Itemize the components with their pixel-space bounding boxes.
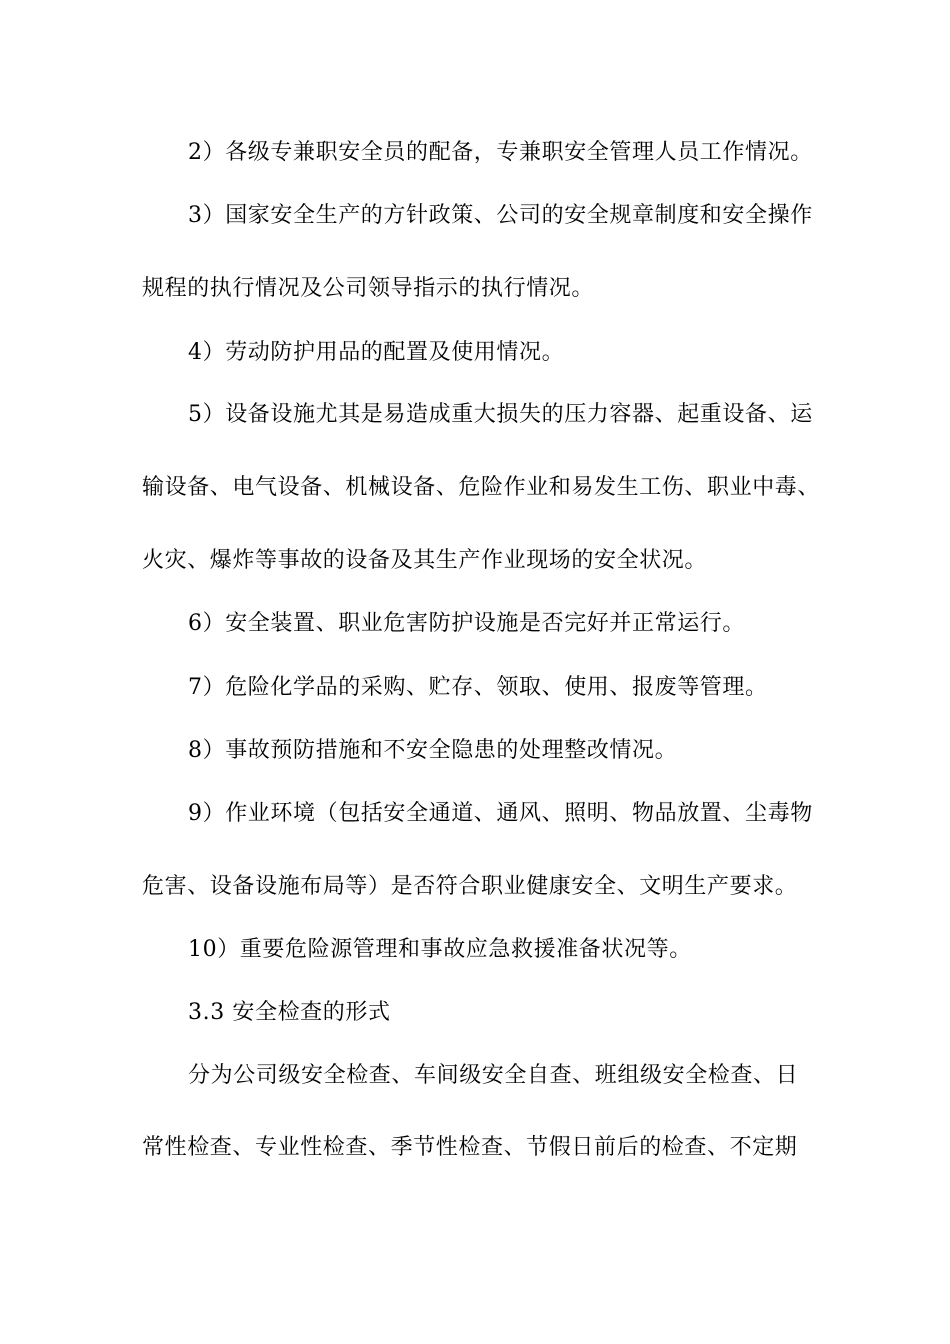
- paragraph-line-1: 分为公司级安全检查、车间级安全自查、班组级安全检查、日: [188, 1063, 799, 1088]
- item-7-text: 7）危险化学品的采购、贮存、领取、使用、报废等管理。: [188, 675, 768, 700]
- item-5-text-line-3: 火灾、爆炸等事故的设备及其生产作业现场的安全状况。: [142, 548, 708, 573]
- item-6-text: 6）安全装置、职业危害防护设施是否完好并正常运行。: [188, 611, 745, 636]
- item-9-text-line-1: 9）作业环境（包括安全通道、通风、照明、物品放置、尘毒物: [188, 801, 813, 826]
- item-5-text-line-1: 5）设备设施尤其是易造成重大损失的压力容器、起重设备、运: [188, 402, 813, 427]
- item-2-text: 2）各级专兼职安全员的配备，专兼职安全管理人员工作情况。: [188, 140, 813, 165]
- item-4-text: 4）劳动防护用品的配置及使用情况。: [188, 340, 565, 365]
- item-3-text-line-2: 规程的执行情况及公司领导指示的执行情况。: [142, 276, 595, 301]
- item-3-text-line-1: 3）国家安全生产的方针政策、公司的安全规章制度和安全操作: [188, 203, 813, 228]
- item-10-text: 10）重要危险源管理和事故应急救援准备状况等。: [188, 937, 692, 962]
- paragraph-line-2: 常性检查、专业性检查、季节性检查、节假日前后的检查、不定期: [142, 1135, 798, 1160]
- section-heading: 3.3 安全检查的形式: [188, 1000, 391, 1025]
- item-5-text-line-2: 输设备、电气设备、机械设备、危险作业和易发生工伤、职业中毒、: [142, 475, 821, 500]
- item-9-text-line-2: 危害、设备设施布局等）是否符合职业健康安全、文明生产要求。: [142, 874, 798, 899]
- item-8-text: 8）事故预防措施和不安全隐患的处理整改情况。: [188, 738, 678, 763]
